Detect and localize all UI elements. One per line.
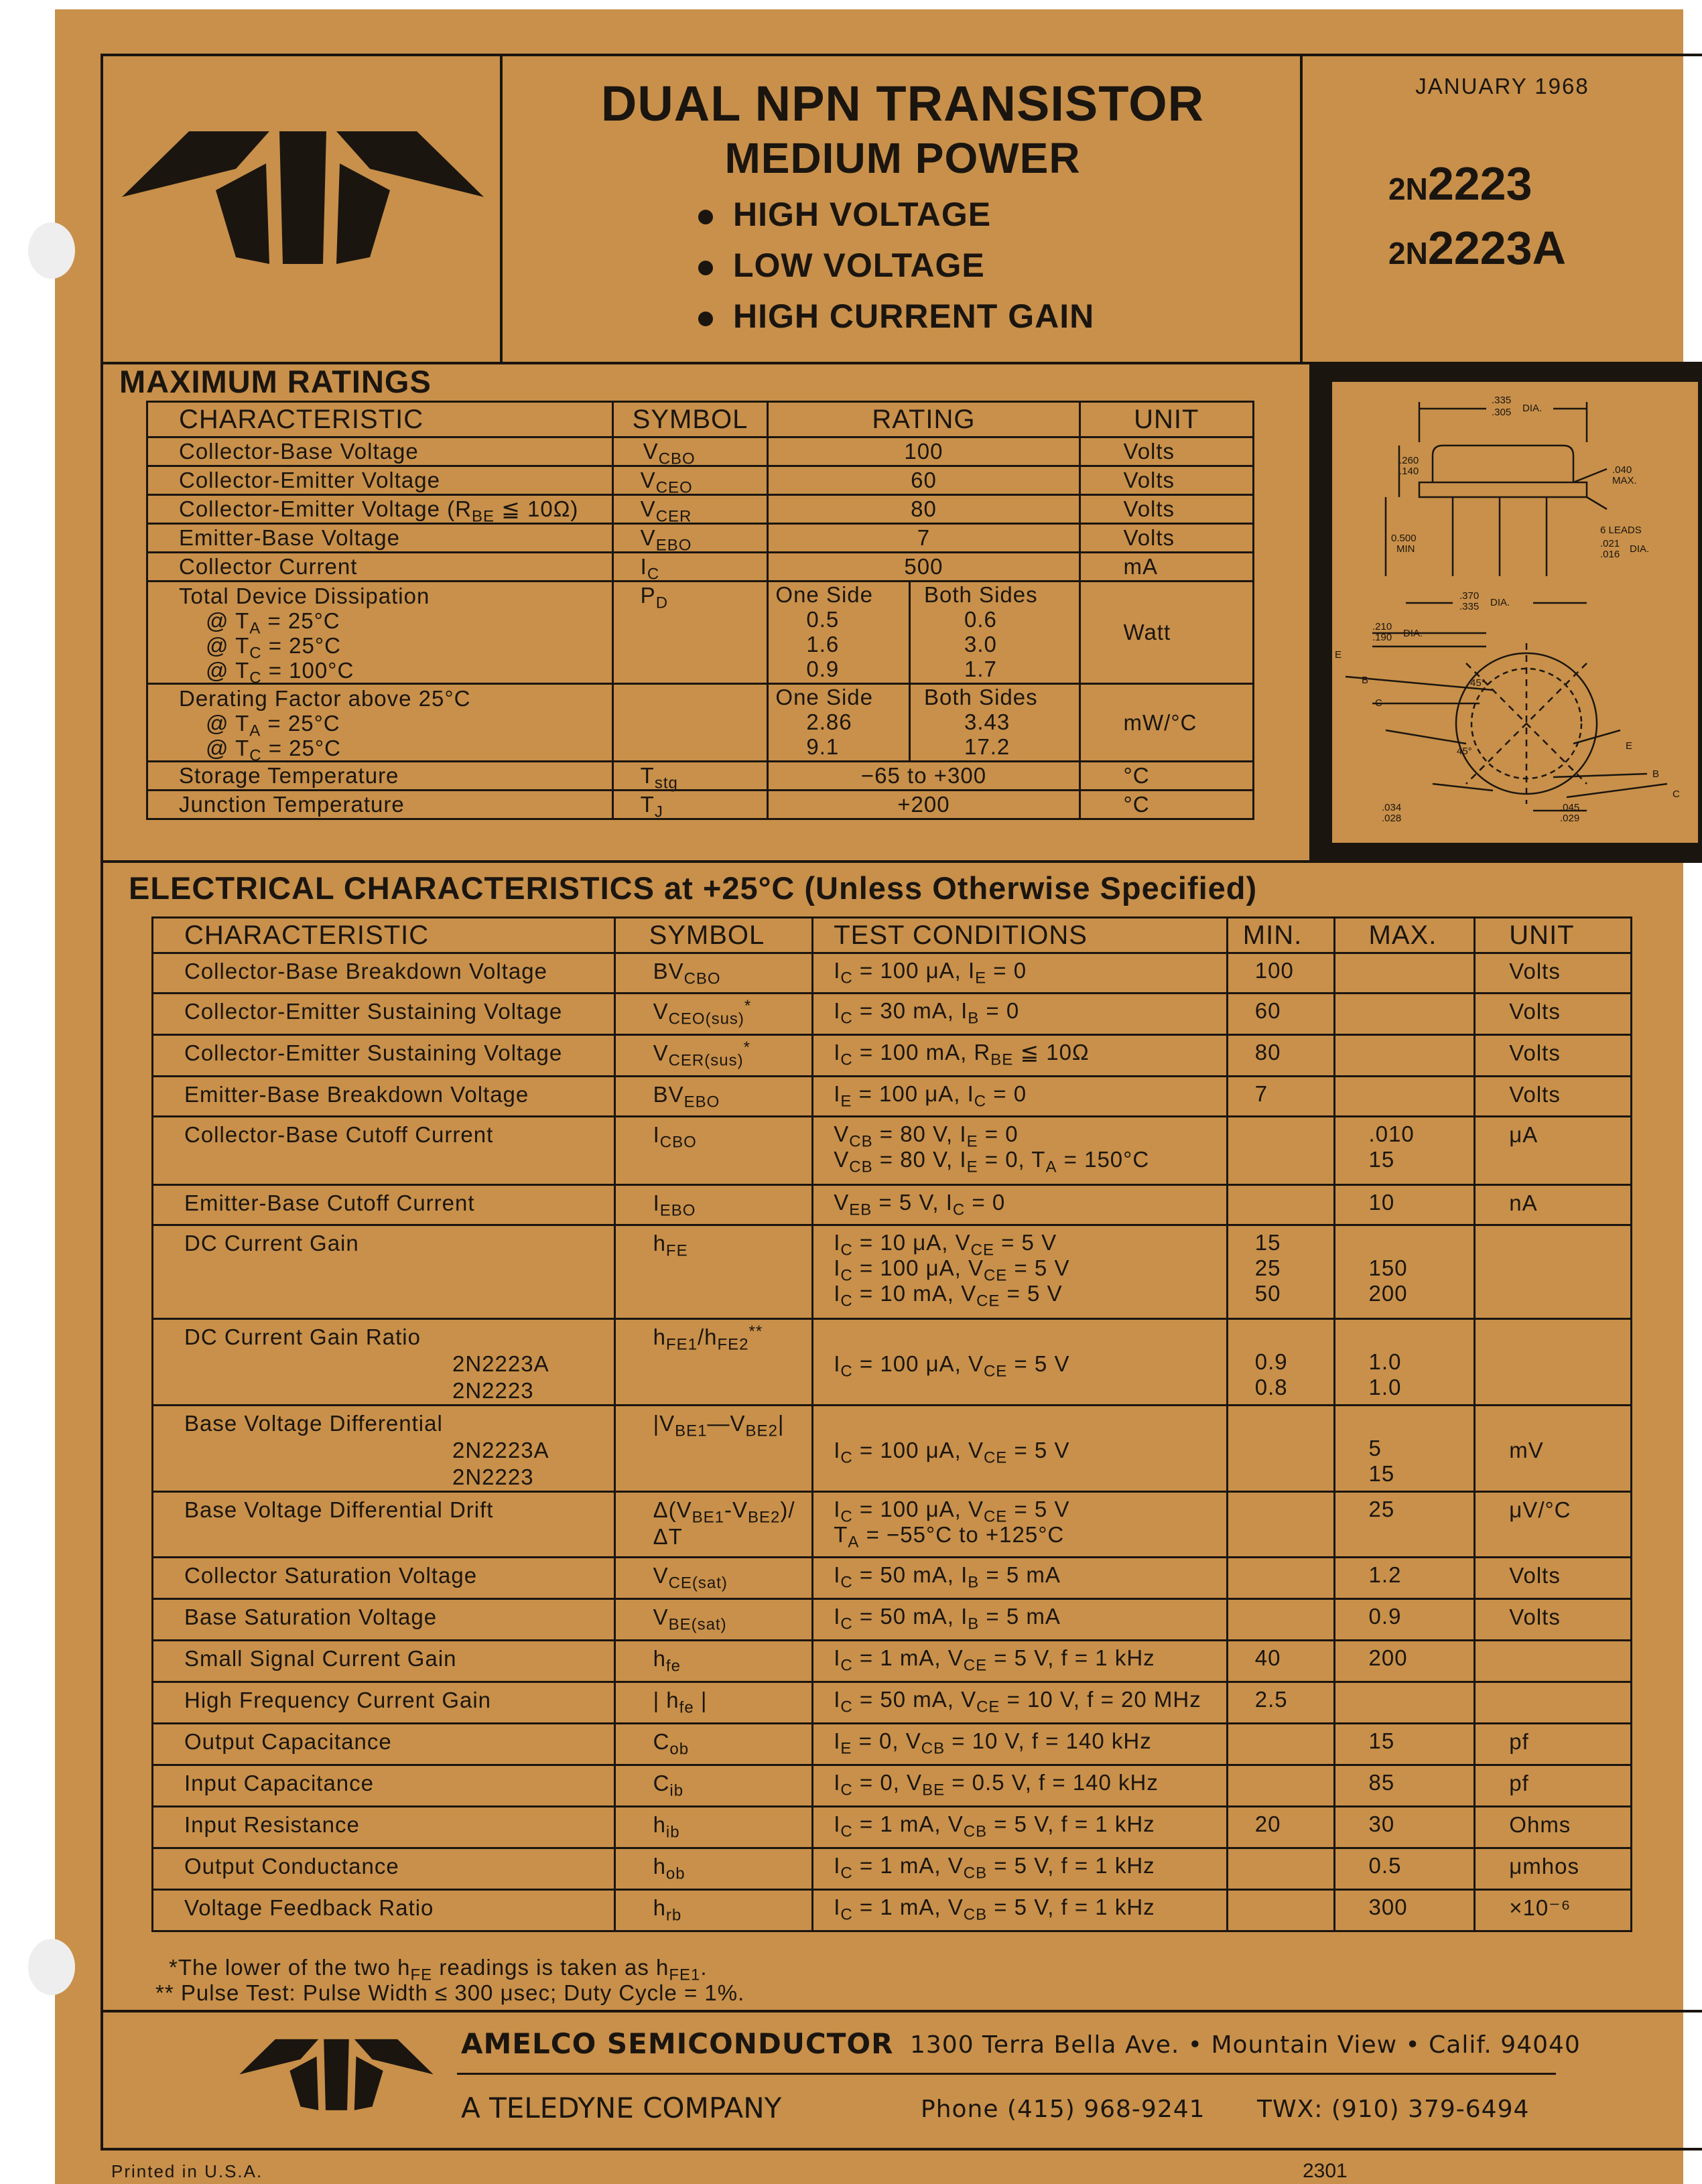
- feature-item: LOW VOLTAGE: [698, 240, 1094, 291]
- test-conditions: $I_C = 30$ mA, $I_B = 0$: [813, 994, 1228, 1035]
- max-value: 5 15: [1334, 1406, 1475, 1492]
- feature-item: HIGH VOLTAGE: [698, 189, 1094, 240]
- table-row: Emitter-Base Voltage $V_{EBO}$ 7 Volts: [147, 524, 1254, 553]
- col-header: TEST CONDITIONS: [813, 918, 1228, 953]
- table-row: Junction Temperature $T_J$ +200 °C: [147, 791, 1254, 819]
- document-title: DUAL NPN TRANSISTOR: [600, 76, 1205, 131]
- svg-text:45°: 45°: [1470, 677, 1486, 689]
- characteristic: Output Conductance: [153, 1848, 615, 1890]
- svg-text:.140: .140: [1399, 466, 1419, 477]
- unit: [1475, 1682, 1632, 1724]
- characteristic: Emitter-Base Cutoff Current: [153, 1185, 615, 1225]
- twx-number: TWX: (910) 379-6494: [1257, 2096, 1530, 2123]
- footer-rule: [457, 2073, 1556, 2075]
- test-conditions: $I_C = 0$, $V_{BE} = 0.5$ V, f = 140 kHz: [813, 1765, 1228, 1807]
- table-row: Collector-Emitter Voltage $V_{CEO}$ 60 Volts: [147, 466, 1254, 495]
- test-conditions: $I_C = 1$ mA, $V_{CB} = 5$ V, f = 1 kHz: [813, 1807, 1228, 1848]
- min-value: 15 25 50: [1227, 1225, 1334, 1319]
- svg-text:.370: .370: [1459, 590, 1480, 602]
- unit: Volts: [1475, 994, 1632, 1035]
- test-conditions: $I_C = 100$ μA, $V_{CE} = 5$ V: [813, 1319, 1228, 1406]
- table-row: [153, 1225, 1632, 1319]
- phone-number: Phone (415) 968-9241: [921, 2096, 1205, 2123]
- symbol: $BV_{CBO}$: [614, 953, 813, 994]
- col-header: MIN.: [1227, 918, 1334, 953]
- svg-text:.029: .029: [1560, 813, 1580, 824]
- table-row: [153, 1406, 1632, 1492]
- table-row: [153, 994, 1632, 1035]
- unit: Volts: [1475, 1077, 1632, 1117]
- characteristic: Voltage Feedback Ratio: [153, 1890, 615, 1931]
- min-value: [1227, 1765, 1334, 1807]
- unit: Volts: [1475, 1558, 1632, 1599]
- min-value: [1227, 1117, 1334, 1185]
- symbol: $h_{rb}$: [614, 1890, 813, 1931]
- svg-text:MAX.: MAX.: [1612, 475, 1637, 486]
- svg-text:DIA.: DIA.: [1490, 597, 1510, 608]
- svg-text:.210: .210: [1372, 621, 1392, 632]
- table-row: [153, 1035, 1632, 1077]
- svg-text:.335: .335: [1459, 601, 1480, 612]
- svg-text:.260: .260: [1399, 455, 1419, 466]
- printed-in: Printed in U.S.A.: [111, 2161, 263, 2181]
- min-value: [1227, 1599, 1334, 1641]
- svg-text:6 LEADS: 6 LEADS: [1600, 525, 1642, 536]
- symbol: $h_{FE1}/h_{FE2}^{**}$: [614, 1319, 813, 1406]
- min-value: 2.5: [1227, 1682, 1334, 1724]
- col-header: CHARACTERISTIC: [147, 402, 613, 437]
- characteristic: DC Current Gain Ratio 2N2223A 2N2223: [153, 1319, 615, 1406]
- characteristic: High Frequency Current Gain: [153, 1682, 615, 1724]
- min-value: [1227, 1492, 1334, 1558]
- max-value: 300: [1334, 1890, 1475, 1931]
- col-header: RATING: [768, 402, 1079, 437]
- unit: nA: [1475, 1185, 1632, 1225]
- binder-hole: [28, 222, 75, 279]
- document-subtitle: MEDIUM POWER: [724, 134, 1081, 182]
- characteristic: Collector-Base Breakdown Voltage: [153, 953, 615, 994]
- test-conditions: $I_C = 1$ mA, $V_{CB} = 5$ V, f = 1 kHz: [813, 1890, 1228, 1931]
- footnote: ** Pulse Test: Pulse Width ≤ 300 μsec; Duty Cycle = 1%.: [155, 1980, 745, 2005]
- max-value: [1334, 1682, 1475, 1724]
- table-row: Collector-Base Voltage $V_{CBO}$ 100 Volts: [147, 437, 1254, 466]
- characteristic: Base Voltage Differential 2N2223A 2N2223: [153, 1406, 615, 1492]
- min-value: 100: [1227, 953, 1334, 994]
- svg-text:.190: .190: [1372, 632, 1392, 643]
- svg-text:.305: .305: [1492, 407, 1512, 418]
- characteristic: Collector-Emitter Sustaining Voltage: [153, 1035, 615, 1077]
- max-value: [1334, 994, 1475, 1035]
- symbol: $\Delta(V_{BE1}-V_{BE2})/\Delta T$: [614, 1492, 813, 1558]
- symbol: $C_{ob}$: [614, 1724, 813, 1765]
- svg-text:DIA.: DIA.: [1522, 403, 1543, 414]
- svg-text:C: C: [1673, 789, 1680, 800]
- svg-text:MIN: MIN: [1396, 543, 1415, 555]
- max-value: 85: [1334, 1765, 1475, 1807]
- part-number: 2N2223A: [1388, 222, 1567, 274]
- symbol: $h_{fe}$: [614, 1641, 813, 1682]
- max-value: 10: [1334, 1185, 1475, 1225]
- teledyne-logo: [115, 123, 490, 277]
- symbol: $V_{CER(sus)}^*$: [614, 1035, 813, 1077]
- parent-company: A TELEDYNE COMPANY: [461, 2092, 782, 2124]
- min-value: [1227, 1848, 1334, 1890]
- svg-text:.040: .040: [1612, 464, 1632, 476]
- svg-text:45°: 45°: [1457, 746, 1472, 757]
- unit: pf: [1475, 1724, 1632, 1765]
- table-row: [153, 1185, 1632, 1225]
- footnote: *The lower of the two $h_{FE}$ readings is taken as $h_{FE1}$.: [169, 1955, 708, 1984]
- table-row: [153, 1890, 1632, 1931]
- max-value: 1.0 1.0: [1334, 1319, 1475, 1406]
- unit: [1475, 1641, 1632, 1682]
- table-row: [153, 1765, 1632, 1807]
- electrical-title: ELECTRICAL CHARACTERISTICS at +25°C (Unless Otherwise Specified): [129, 870, 1258, 906]
- form-number: 2301: [1303, 2160, 1348, 2182]
- svg-text:DIA.: DIA.: [1630, 543, 1650, 555]
- svg-text:B: B: [1362, 675, 1369, 686]
- max-ratings-table: [146, 401, 1254, 820]
- svg-text:E: E: [1335, 649, 1342, 661]
- max-value: [1334, 1035, 1475, 1077]
- min-value: 40: [1227, 1641, 1334, 1682]
- table-row: [153, 1492, 1632, 1558]
- unit: ×10⁻⁶: [1475, 1890, 1632, 1931]
- svg-text:.335: .335: [1492, 395, 1512, 406]
- feature-item: HIGH CURRENT GAIN: [698, 291, 1094, 342]
- symbol: $I_{CBO}$: [614, 1117, 813, 1185]
- characteristic: Base Voltage Differential Drift: [153, 1492, 615, 1558]
- min-value: 7: [1227, 1077, 1334, 1117]
- characteristic: Small Signal Current Gain: [153, 1641, 615, 1682]
- svg-text:.034: .034: [1382, 802, 1402, 813]
- unit: Volts: [1475, 953, 1632, 994]
- test-conditions: $I_C = 50$ mA, $I_B = 5$ mA: [813, 1599, 1228, 1641]
- datasheet-page: [55, 9, 1683, 2184]
- test-conditions: $I_C = 1$ mA, $V_{CE} = 5$ V, f = 1 kHz: [813, 1641, 1228, 1682]
- symbol: $C_{ib}$: [614, 1765, 813, 1807]
- symbol: | $h_{fe}$ |: [614, 1682, 813, 1724]
- bullet-icon: [698, 312, 713, 326]
- test-conditions: $I_C = 100$ μA, $I_E = 0$: [813, 953, 1228, 994]
- test-conditions: $V_{CB} = 80$ V, $I_E = 0$ $V_{CB} = 80$ V, $I_E = 0$, $T_A = 150^\circ C$: [813, 1117, 1228, 1185]
- svg-text:B: B: [1652, 768, 1660, 780]
- symbol: $V_{CEO(sus)}^*$: [614, 994, 813, 1035]
- characteristic: Input Resistance: [153, 1807, 615, 1848]
- unit: pf: [1475, 1765, 1632, 1807]
- table-row: Total Device Dissipation @ $T_A = 25^\circ C$ @ $T_C = 25^\circ C$ @ $T_C = 100^\circ C$ $P_D$ One Side 0.5 1.6 0.9 Both Sides 0.6 3.0 1.7 Watt: [147, 582, 1254, 684]
- teledyne-logo-small: [236, 2033, 437, 2120]
- svg-text:.028: .028: [1382, 813, 1402, 824]
- part-number: 2N2223: [1388, 157, 1532, 210]
- min-value: [1227, 1185, 1334, 1225]
- min-value: 20: [1227, 1807, 1334, 1848]
- table-row: [153, 1848, 1632, 1890]
- table-row: [153, 1807, 1632, 1848]
- max-value: .010 15: [1334, 1117, 1475, 1185]
- table-row: [153, 1077, 1632, 1117]
- binder-hole: [28, 1939, 75, 1995]
- test-conditions: $I_C = 1$ mA, $V_{CB} = 5$ V, f = 1 kHz: [813, 1848, 1228, 1890]
- test-conditions: $I_C = 100$ μA, $V_{CE} = 5$ V: [813, 1406, 1228, 1492]
- table-row: Storage Temperature $T_{stg}$ −65 to +300 °C: [147, 762, 1254, 791]
- max-value: [1334, 1077, 1475, 1117]
- symbol: $I_{EBO}$: [614, 1185, 813, 1225]
- test-conditions: $V_{EB} = 5$ V, $I_C = 0$: [813, 1185, 1228, 1225]
- max-value: 15: [1334, 1724, 1475, 1765]
- max-value: 200: [1334, 1641, 1475, 1682]
- unit: mV: [1475, 1406, 1632, 1492]
- company-address: 1300 Terra Bella Ave. • Mountain View • Calif. 94040: [910, 2031, 1581, 2059]
- max-ratings-title: MAXIMUM RATINGS: [119, 364, 432, 399]
- min-value: [1227, 1890, 1334, 1931]
- test-conditions: $I_C = 50$ mA, $I_B = 5$ mA: [813, 1558, 1228, 1599]
- table-row: [153, 1724, 1632, 1765]
- characteristic: Collector-Emitter Sustaining Voltage: [153, 994, 615, 1035]
- table-row: [153, 1117, 1632, 1185]
- electrical-table: [151, 916, 1632, 1932]
- min-value: [1227, 1558, 1334, 1599]
- bullet-icon: [698, 210, 713, 224]
- issue-date: JANUARY 1968: [1415, 74, 1589, 98]
- symbol: $V_{BE(sat)}$: [614, 1599, 813, 1641]
- max-value: 30: [1334, 1807, 1475, 1848]
- test-conditions: $I_E = 0$, $V_{CB} = 10$ V, f = 140 kHz: [813, 1724, 1228, 1765]
- col-header: CHARACTERISTIC: [153, 918, 615, 953]
- test-conditions: $I_C = 50$ mA, $V_{CE} = 10$ V, f = 20 MHz: [813, 1682, 1228, 1724]
- max-value: [1334, 953, 1475, 994]
- table-row: Collector-Emitter Voltage ($R_{BE}$ ≦ 10Ω) $V_{CER}$ 80 Volts: [147, 495, 1254, 524]
- max-value: 150 200: [1334, 1225, 1475, 1319]
- table-row: [153, 1319, 1632, 1406]
- unit: [1475, 1225, 1632, 1319]
- col-header: SYMBOL: [612, 402, 768, 437]
- symbol: $h_{FE}$: [614, 1225, 813, 1319]
- symbol: $h_{ib}$: [614, 1807, 813, 1848]
- characteristic: Collector Saturation Voltage: [153, 1558, 615, 1599]
- col-header: MAX.: [1334, 918, 1475, 953]
- svg-text:E: E: [1626, 740, 1633, 752]
- symbol: $V_{CE(sat)}$: [614, 1558, 813, 1599]
- characteristic: Collector-Base Cutoff Current: [153, 1117, 615, 1185]
- table-row: Derating Factor above 25°C @ $T_A = 25^\circ C$ @ $T_C = 25^\circ C$ One Side 2.86 9.1 Both Sides 3.43 17.2 mW/°C: [147, 684, 1254, 762]
- svg-text:.045: .045: [1560, 802, 1580, 813]
- svg-text:0.500: 0.500: [1391, 533, 1417, 544]
- characteristic: Base Saturation Voltage: [153, 1599, 615, 1641]
- unit: Volts: [1475, 1599, 1632, 1641]
- characteristic: Input Capacitance: [153, 1765, 615, 1807]
- divider: [1300, 54, 1303, 364]
- table-row: [153, 1558, 1632, 1599]
- min-value: 60: [1227, 994, 1334, 1035]
- svg-text:.016: .016: [1600, 549, 1620, 560]
- test-conditions: $I_C = 100$ mA, $R_{BE}$ ≦ 10Ω: [813, 1035, 1228, 1077]
- test-conditions: $I_C = 10$ μA, $V_{CE} = 5$ V $I_C = 100$ μA, $V_{CE} = 5$ V $I_C = 10$ mA, $V_{CE} = 5$ V: [813, 1225, 1228, 1319]
- company-name: AMELCO SEMICONDUCTOR: [461, 2027, 894, 2060]
- min-value: [1227, 1724, 1334, 1765]
- feature-list: [698, 189, 1094, 342]
- table-row: [153, 1682, 1632, 1724]
- unit: [1475, 1319, 1632, 1406]
- svg-text:C: C: [1375, 697, 1382, 709]
- bullet-icon: [698, 261, 713, 275]
- max-value: 1.2: [1334, 1558, 1475, 1599]
- unit: Volts: [1475, 1035, 1632, 1077]
- min-value: 80: [1227, 1035, 1334, 1077]
- table-row: [153, 1641, 1632, 1682]
- characteristic: Output Capacitance: [153, 1724, 615, 1765]
- unit: μmhos: [1475, 1848, 1632, 1890]
- max-value: 0.9: [1334, 1599, 1475, 1641]
- footnotes: [155, 1955, 744, 2006]
- max-value: 25: [1334, 1492, 1475, 1558]
- unit: Ohms: [1475, 1807, 1632, 1848]
- symbol: $BV_{EBO}$: [614, 1077, 813, 1117]
- col-header: UNIT: [1079, 402, 1253, 437]
- part-numbers: [1388, 158, 1566, 287]
- symbol: $|V_{BE1}—V_{BE2}|$: [614, 1406, 813, 1492]
- min-value: [1227, 1406, 1334, 1492]
- col-header: SYMBOL: [614, 918, 813, 953]
- table-row: Collector Current $I_C$ 500 mA: [147, 553, 1254, 582]
- max-value: 0.5: [1334, 1848, 1475, 1890]
- package-outline-drawing: [1332, 382, 1698, 843]
- characteristic: Emitter-Base Breakdown Voltage: [153, 1077, 615, 1117]
- divider: [500, 54, 503, 364]
- unit: μV/°C: [1475, 1492, 1632, 1558]
- unit: μA: [1475, 1117, 1632, 1185]
- characteristic: DC Current Gain: [153, 1225, 615, 1319]
- table-row: [153, 953, 1632, 994]
- svg-text:DIA.: DIA.: [1403, 628, 1423, 639]
- col-header: UNIT: [1475, 918, 1632, 953]
- test-conditions: $I_E = 100$ μA, $I_C = 0$: [813, 1077, 1228, 1117]
- min-value: 0.9 0.8: [1227, 1319, 1334, 1406]
- test-conditions: $I_C = 100$ μA, $V_{CE} = 5$ V $T_A = -55^\circ C$ to +125°C: [813, 1492, 1228, 1558]
- svg-text:.021: .021: [1600, 538, 1620, 549]
- table-row: [153, 1599, 1632, 1641]
- symbol: $h_{ob}$: [614, 1848, 813, 1890]
